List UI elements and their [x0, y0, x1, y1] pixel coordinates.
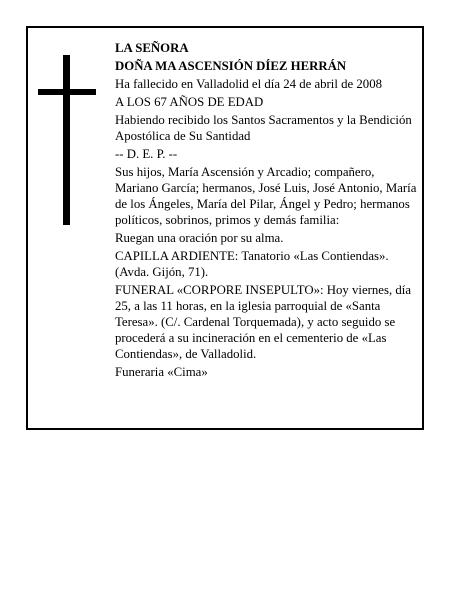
- obituary-text: [115, 40, 417, 382]
- funeral-info: FUNERAL «CORPORE INSEPULTO»: Hoy viernes, día 25, a las 11 horas, en la iglesia parroquial de «Santa Teresa». (C/. Cardenal Torquemada), y acto seguido se procederá a su incineración en el cementerio de «Las Contiendas», de Valladolid.: [115, 283, 411, 361]
- deceased-name: DOÑA MA ASCENSIÓN DÍEZ HERRÁN: [115, 59, 347, 73]
- cross-horizontal-bar: [38, 89, 96, 95]
- title-line-1: LA SEÑORA: [115, 41, 189, 55]
- rip-line: -- D. E. P. --: [115, 147, 178, 161]
- family-list: Sus hijos, María Ascensión y Arcadio; compañero, Mariano García; hermanos, José Luis, José Antonio, María de los Ángeles, María del Pilar, Ángel y Pedro; hermanos políticos, sobrinos, primos y demás familia:: [115, 165, 417, 227]
- cross-icon: [38, 55, 96, 225]
- obituary-notice: [26, 26, 424, 430]
- age-statement: A LOS 67 AÑOS DE EDAD: [115, 95, 264, 109]
- prayer-request: Ruegan una oración por su alma.: [115, 231, 284, 245]
- death-statement: Ha fallecido en Valladolid el día 24 de abril de 2008: [115, 77, 382, 91]
- chapel-info: CAPILLA ARDIENTE: Tanatorio «Las Contiendas». (Avda. Gijón, 71).: [115, 249, 389, 279]
- sacraments-statement: Habiendo recibido los Santos Sacramentos y la Bendición Apostólica de Su Santidad: [115, 113, 412, 143]
- cross-vertical-bar: [63, 55, 70, 225]
- funeral-home: Funeraria «Cima»: [115, 365, 208, 379]
